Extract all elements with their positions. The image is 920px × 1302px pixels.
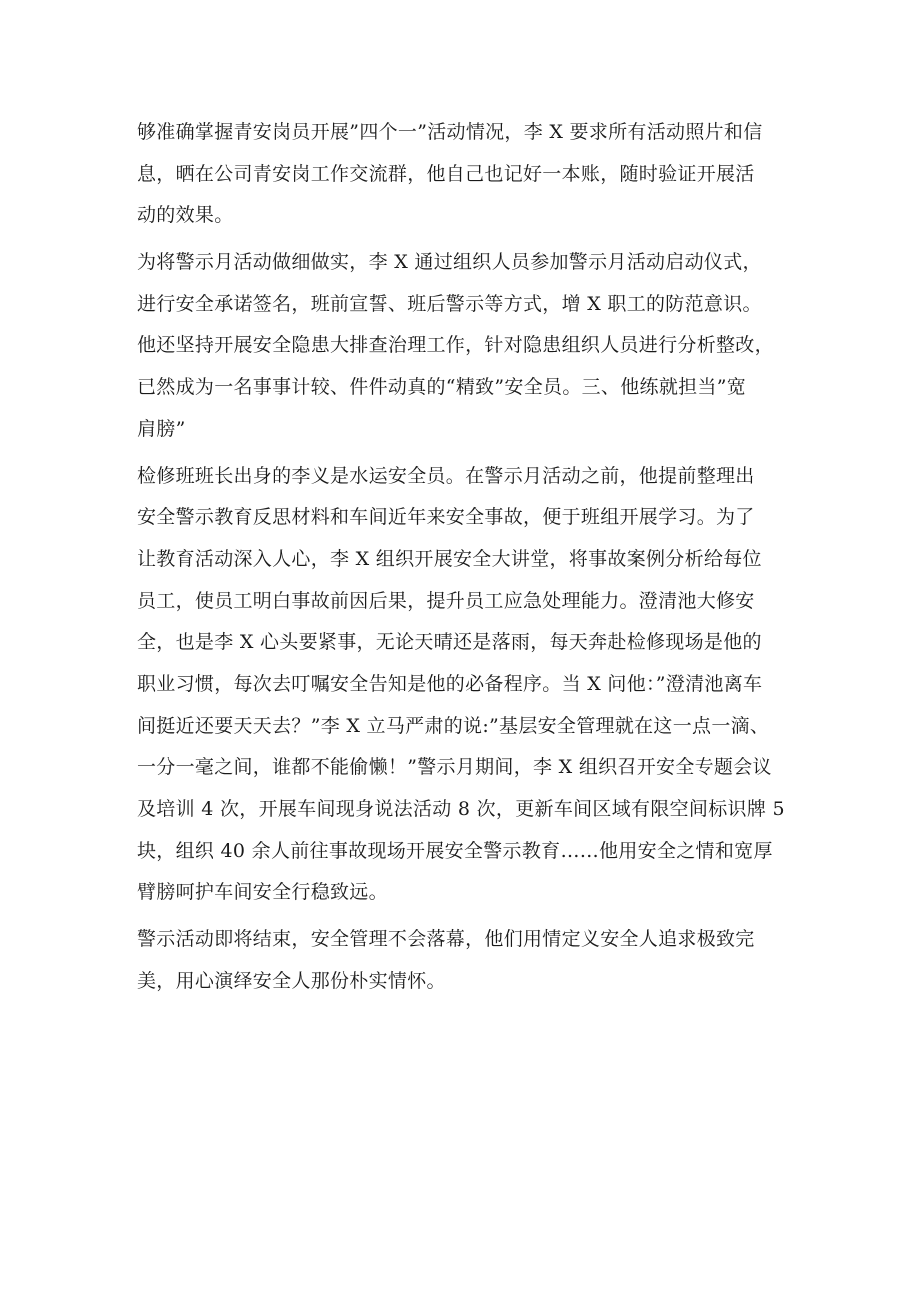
text-line: 一分一毫之间，谁都不能偷懒！”警示月期间，李 X 组织召开安全专题会议 [137,756,772,779]
text-line: 为将警示月活动做细做实，李 X 通过组织人员参加警示月活动启动仪式， [137,251,762,274]
text-line: 美，用心演绎安全人那份朴实情怀。 [137,969,446,992]
text-line: 动的效果。 [137,204,234,227]
paragraph [137,112,797,237]
text-line: 臂膀呵护车间安全行稳致远。 [137,881,388,904]
text-line: 警示活动即将结束，安全管理不会落幕，他们用情定义安全人追求极致完 [137,928,755,951]
text-line: 已然成为一名事事计较、件件动真的“精致”安全员。三、他练就担当”宽 [137,376,747,399]
text-line: 职业习惯，每次去叮嘱安全告知是他的必备程序。当 X 问他：”澄清池离车 [137,672,763,695]
text-line: 及培训 4 次，开展车间现身说法活动 8 次，更新车间区域有限空间标识牌 5 [137,798,785,820]
text-line: 他还坚持开展安全隐患大排查治理工作，针对隐患组织人员进行分析整改， [137,334,774,357]
paragraph [137,456,797,915]
text-line: 肩膀” [137,417,186,440]
text-line: 块，组织 40 余人前往事故现场开展安全警示教育……他用安全之情和宽厚 [137,839,773,862]
paragraph [137,919,797,1002]
paragraph [137,242,797,450]
text-line: 间挺近还要天天去？”李 X 立马严肃的说:”基层安全管理就在这一点一滴、 [137,714,770,737]
text-line: 够准确掌握青安岗员开展”四个一”活动情况，李 X 要求所有活动照片和信 [137,121,763,143]
text-line: 员工，使员工明白事故前因后果，提升员工应急处理能力。澄清池大修安 [137,589,755,612]
document-body [137,112,797,1002]
text-line: 全，也是李 X 心头要紧事，无论天晴还是落雨，每天奔赴检修现场是他的 [137,631,762,654]
text-line: 息，晒在公司青安岗工作交流群，他自己也记好一本账，随时验证开展活 [137,162,755,185]
text-line: 安全警示教育反思材料和车间近年来安全事故，便于班组开展学习。为了 [137,506,755,529]
text-line: 让教育活动深入人心，李 X 组织开展安全大讲堂，将事故案例分析给每位 [137,547,762,570]
text-line: 检修班班长出身的李义是水运安全员。在警示月活动之前，他提前整理出 [137,464,755,487]
text-line: 进行安全承诺签名，班前宣誓、班后警示等方式，增 X 职工的防范意识。 [137,292,762,315]
